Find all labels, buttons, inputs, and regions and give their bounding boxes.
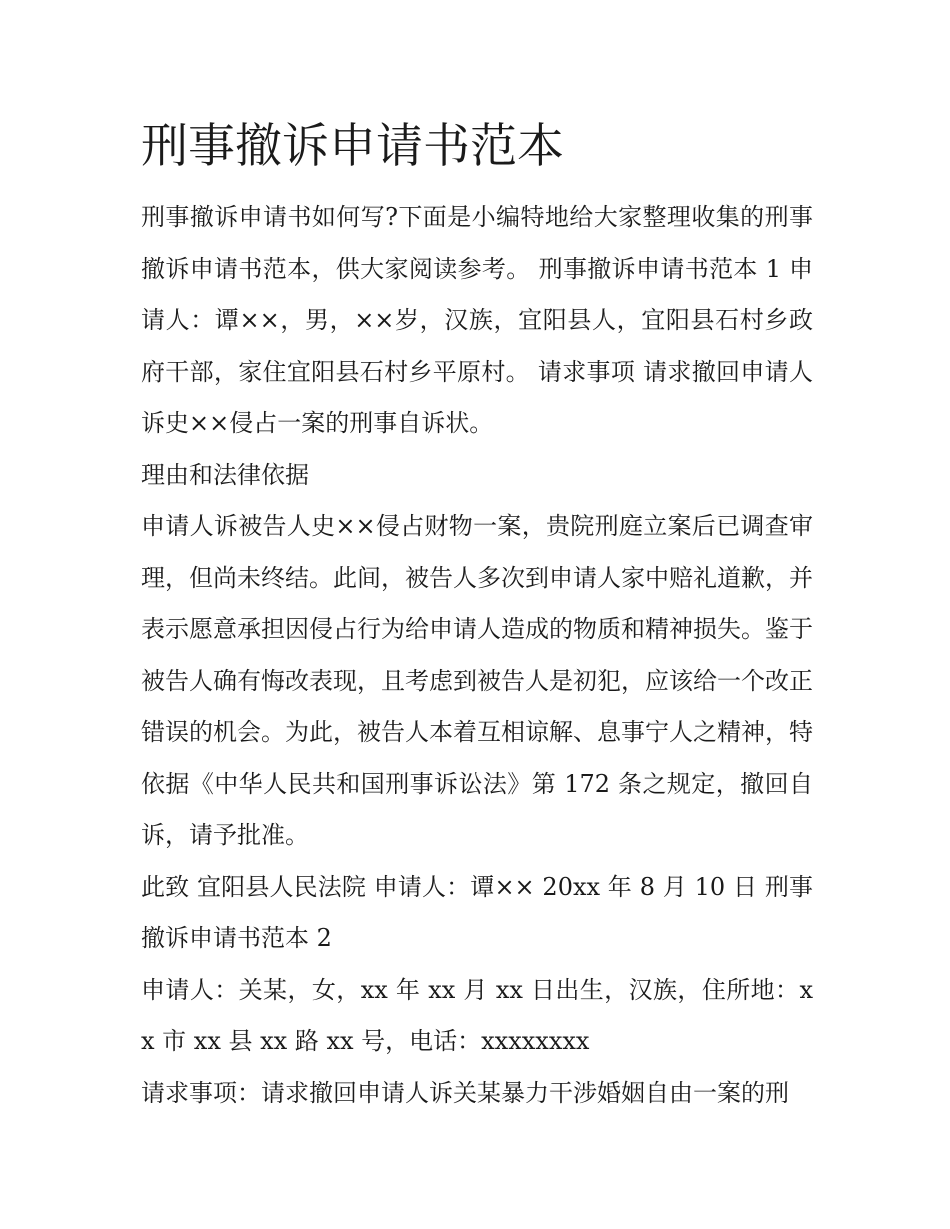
paragraph-closing: 此致 宜阳县人民法院 申请人：谭×× 20xx 年 8 月 10 日 刑事撤诉申请书范本 2 [141,872,813,952]
paragraph-reason-body: 申请人诉被告人史××侵占财物一案，贵院刑庭立案后已调查审理，但尚未终结。此间，被告人多次到申请人家中赔礼道歉，并表示愿意承担因侵占行为给申请人造成的物质和精神损失。鉴于被告人确有悔改表现，且考虑到被告人是初犯，应该给一个改正错误的机会。为此，被告人本着互相谅解、息事宁人之精神，特依据《中华人民共和国刑事诉讼法》第 172 条之规定，撤回自诉，请予批准。 [141,512,813,849]
document-body [141,112,813,1119]
paragraph-request: 请求事项：请求撤回申请人诉关某暴力干涉婚姻自由一案的刑 [141,1078,789,1107]
paragraph-intro: 刑事撤诉申请书如何写?下面是小编特地给大家整理收集的刑事撤诉申请书范本，供大家阅读参考。 刑事撤诉申请书范本 1 申请人：谭××，男，××岁，汉族，宜阳县人，宜阳县石村乡政府干部，家住宜阳县石村乡平原村。 请求事项 请求撤回申请人诉史××侵占一案的刑事自诉状。 [141,203,813,437]
paragraph-applicant: 申请人：关某，女，xx 年 xx 月 xx 日出生，汉族，住所地：xx 市 xx 县 xx 路 xx 号，电话：xxxxxxxx [141,975,813,1055]
paragraph-reason-heading: 理由和法律依据 [141,460,309,489]
document-title: 刑事撤诉申请书范本 [141,119,564,174]
